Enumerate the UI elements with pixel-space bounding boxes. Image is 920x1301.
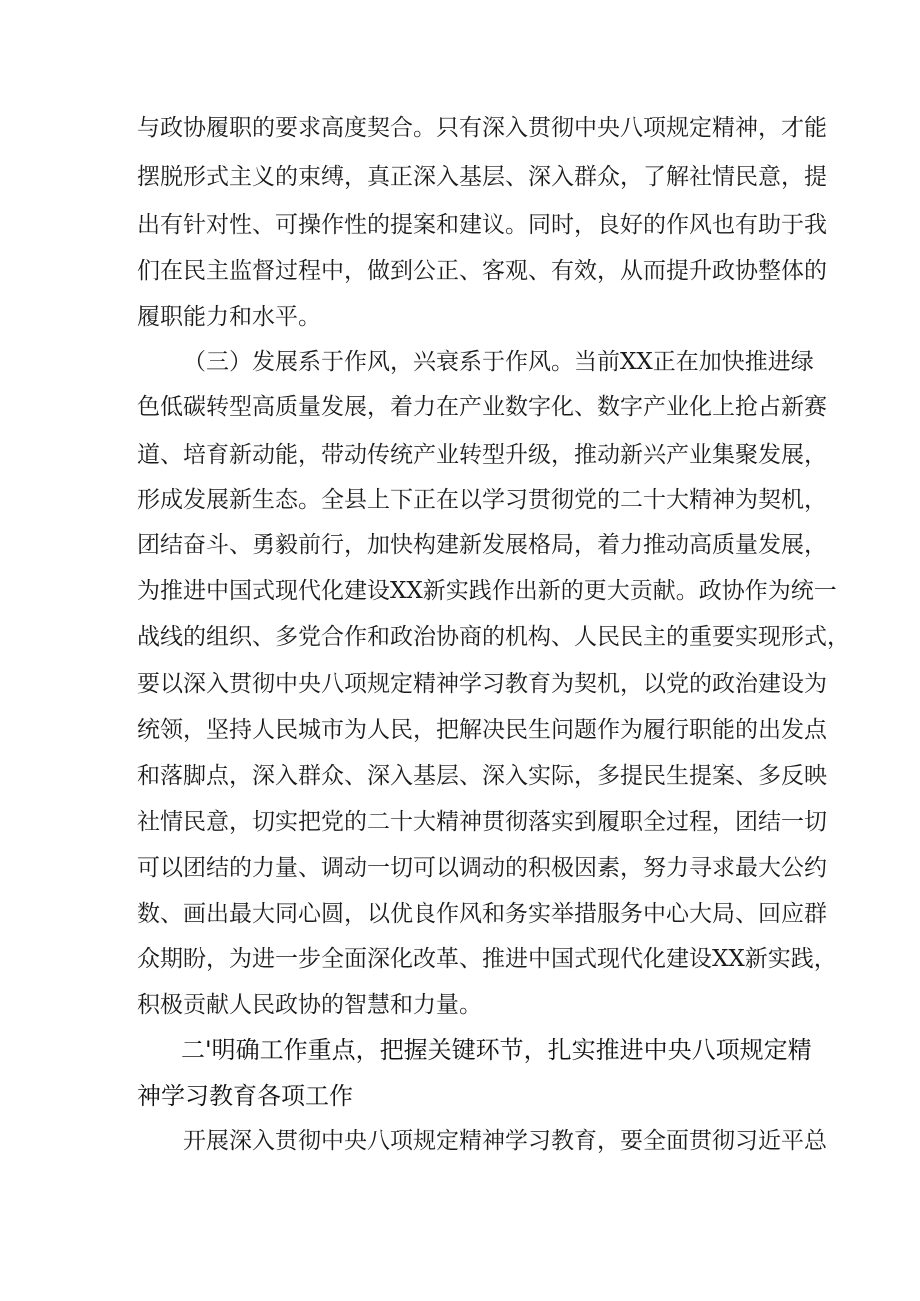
body-text-line: 出有针对性、可操作性的提案和建议。同时，良好的作风也有助于我 xyxy=(137,212,827,238)
body-text-line: 与政协履职的要求高度契合。只有深入贯彻中央八项规定精神，才能 xyxy=(137,115,827,141)
body-text-line: 要以深入贯彻中央八项规定精神学习教育为契机，以党的政治建设为 xyxy=(137,671,827,697)
body-text-line: 开展深入贯彻中央八项规定精神学习教育，要全面贯彻习近平总 xyxy=(183,1128,827,1154)
body-text-line: 可以团结的力量、调动一切可以调动的积极因素，努力寻求最大公约 xyxy=(137,855,827,881)
body-text-line: 道、培育新动能，带动传统产业转型升级，推动新兴产业集聚发展， xyxy=(137,442,827,468)
body-text-line: 战线的组织、多党合作和政治协商的机构、人民民主的重要实现形式， xyxy=(137,624,850,650)
body-text-line: 履职能力和水平。 xyxy=(137,304,321,330)
body-text-line: 社情民意，切实把党的二十大精神贯彻落实到履职全过程，团结一切 xyxy=(137,809,827,835)
body-text-line: 为推进中国式现代化建设XX新实践作出新的更大贡献。政协作为统一 xyxy=(137,578,837,604)
body-text-line: （三）发展系于作风，兴衰系于作风。当前XX正在加快推进绿 xyxy=(183,349,814,375)
body-text-line: 和落脚点，深入群众、深入基层、深入实际，多提民生提案、多反映 xyxy=(137,763,827,789)
body-text-line: 摆脱形式主义的束缚，真正深入基层、深入群众，了解社情民意，提 xyxy=(137,164,827,190)
body-text-line: 形成发展新生态。全县上下正在以学习贯彻党的二十大精神为契机， xyxy=(137,487,827,513)
body-text-line: 数、画出最大同心圆，以优良作风和务实举措服务中心大局、回应群 xyxy=(137,901,827,927)
body-text-line: 统领，坚持人民城市为人民，把解决民生问题作为履行职能的出发点 xyxy=(137,717,827,743)
body-text-line: 众期盼，为进一步全面深化改革、推进中国式现代化建设XX新实践， xyxy=(137,946,837,972)
body-text-line: 们在民主监督过程中，做到公正、客观、有效，从而提升政协整体的 xyxy=(137,258,827,284)
body-text-line: 团结奋斗、勇毅前行，加快构建新发展格局，着力推动高质量发展， xyxy=(137,532,827,558)
body-text-line: 色低碳转型高质量发展，着力在产业数字化、数字产业化上抢占新赛 xyxy=(137,394,827,420)
section-heading: 神学习教育各项工作 xyxy=(137,1082,353,1110)
section-heading: 二'明确工作重点，把握关键环节，扎实推进中央八项规定精 xyxy=(181,1036,812,1064)
body-text-line: 积极贡献人民政协的智慧和力量。 xyxy=(137,992,482,1018)
